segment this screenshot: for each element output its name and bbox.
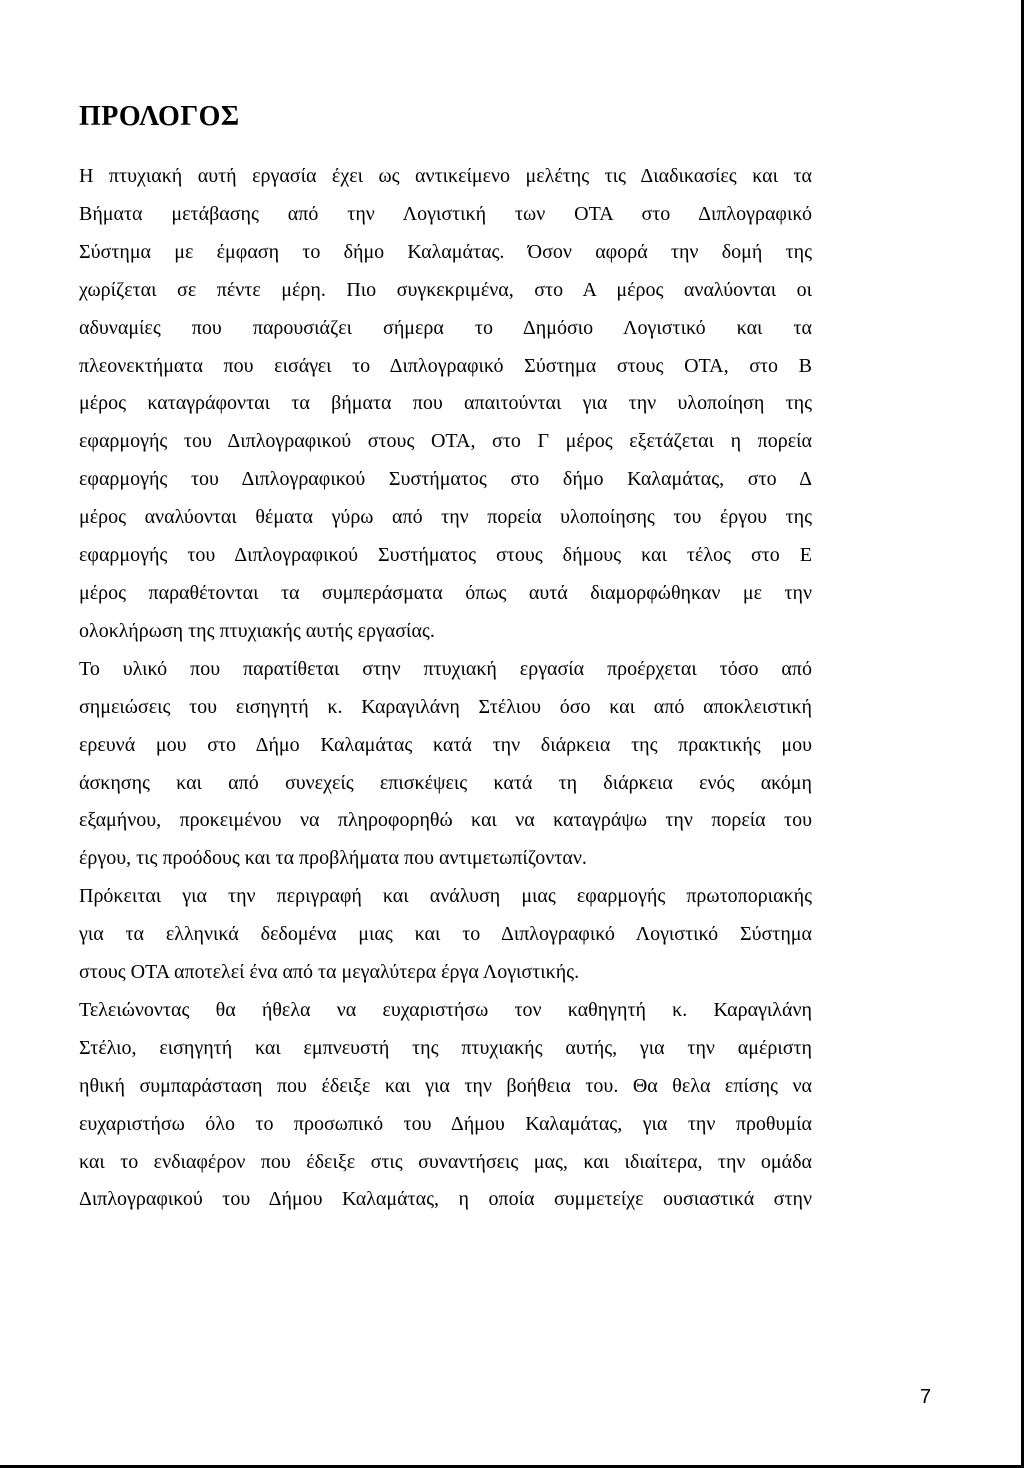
text-line: Πρόκειται για την περιγραφή και ανάλυση μιας εφαρμογής πρωτοποριακής <box>79 885 812 908</box>
text-line: Η πτυχιακή αυτή εργασία έχει ως αντικείμενο μελέτης τις Διαδικασίες και τα <box>79 165 812 187</box>
text-line: άσκησης και από συνεχείς επισκέψεις κατά τη διάρκεια ενός ακόμη <box>79 771 812 794</box>
text-line: και το ενδιαφέρον που έδειξε στις συναντήσεις μας, και ιδιαίτερα, την ομάδα <box>79 1150 812 1173</box>
page-title: ΠΡΟΛΟΓΟΣ <box>79 101 240 132</box>
text-line: μέρος παραθέτονται τα συμπεράσματα όπως αυτά διαμορφώθηκαν με την <box>79 581 812 604</box>
text-line: ηθική συμπαράσταση που έδειξε και για την βοήθεια του. Θα θελα επίσης να <box>79 1074 812 1097</box>
text-line: χωρίζεται σε πέντε μέρη. Πιο συγκεκριμένα, στο Α μέρος αναλύονται οι <box>79 278 812 301</box>
text-line: Σύστημα με έμφαση το δήμο Καλαμάτας. Όσον αφορά την δομή της <box>79 240 812 263</box>
text-line: πλεονεκτήματα που εισάγει το Διπλογραφικό Σύστημα στους ΟΤΑ, στο Β <box>79 354 812 377</box>
text-line: αδυναμίες που παρουσιάζει σήμερα το Δημόσιο Λογιστικό και τα <box>79 316 812 339</box>
text-line: για τα ελληνικά δεδομένα μιας και το Διπλογραφικό Λογιστικό Σύστημα <box>79 923 812 946</box>
text-line: έργου, τις προόδους και τα προβλήματα που αντιμετωπίζονταν. <box>79 847 587 870</box>
text-line: ευχαριστήσω όλο το προσωπικό του Δήμου Καλαμάτας, για την προθυμία <box>79 1112 812 1135</box>
text-line: μέρος αναλύονται θέματα γύρω από την πορεία υλοποίησης του έργου της <box>79 506 812 529</box>
text-line: Διπλογραφικού του Δήμου Καλαμάτας, η οποία συμμετείχε ουσιαστικά στην <box>79 1188 812 1211</box>
text-line: Βήματα μετάβασης από την Λογιστική των ΟΤΑ στο Διπλογραφικό <box>79 202 812 225</box>
text-line: εφαρμογής του Διπλογραφικού Συστήματος στους δήμους και τέλος στο Ε <box>79 544 812 567</box>
text-line: εφαρμογής του Διπλογραφικού Συστήματος στο δήμο Καλαμάτας, στο Δ <box>79 468 812 491</box>
text-line: μέρος καταγράφονται τα βήματα που απαιτούνται για την υλοποίηση της <box>79 392 812 415</box>
text-line: Τελειώνοντας θα ήθελα να ευχαριστήσω τον καθηγητή κ. Καραγιλάνη <box>79 998 812 1021</box>
text-line: σημειώσεις του εισηγητή κ. Καραγιλάνη Στέλιου όσο και από αποκλειστική <box>79 695 812 718</box>
text-line: Στέλιο, εισηγητή και εμπνευστή της πτυχιακής αυτής, για την αμέριστη <box>79 1036 812 1059</box>
text-line: ολοκλήρωση της πτυχιακής αυτής εργασίας. <box>79 619 435 642</box>
body-text <box>79 158 812 1219</box>
text-line: ερευνά μου στο Δήμο Καλαμάτας κατά την διάρκεια της πρακτικής μου <box>79 733 812 756</box>
page-number: 7 <box>920 1386 932 1408</box>
text-line: στους ΟΤΑ αποτελεί ένα από τα μεγαλύτερα έργα Λογιστικής. <box>79 961 580 984</box>
text-line: εφαρμογής του Διπλογραφικού στους ΟΤΑ, στο Γ μέρος εξετάζεται η πορεία <box>79 430 812 453</box>
text-line: Το υλικό που παρατίθεται στην πτυχιακή εργασία προέρχεται τόσο από <box>79 657 812 680</box>
text-line: εξαμήνου, προκειμένου να πληροφορηθώ και να καταγράψω την πορεία του <box>79 809 812 832</box>
